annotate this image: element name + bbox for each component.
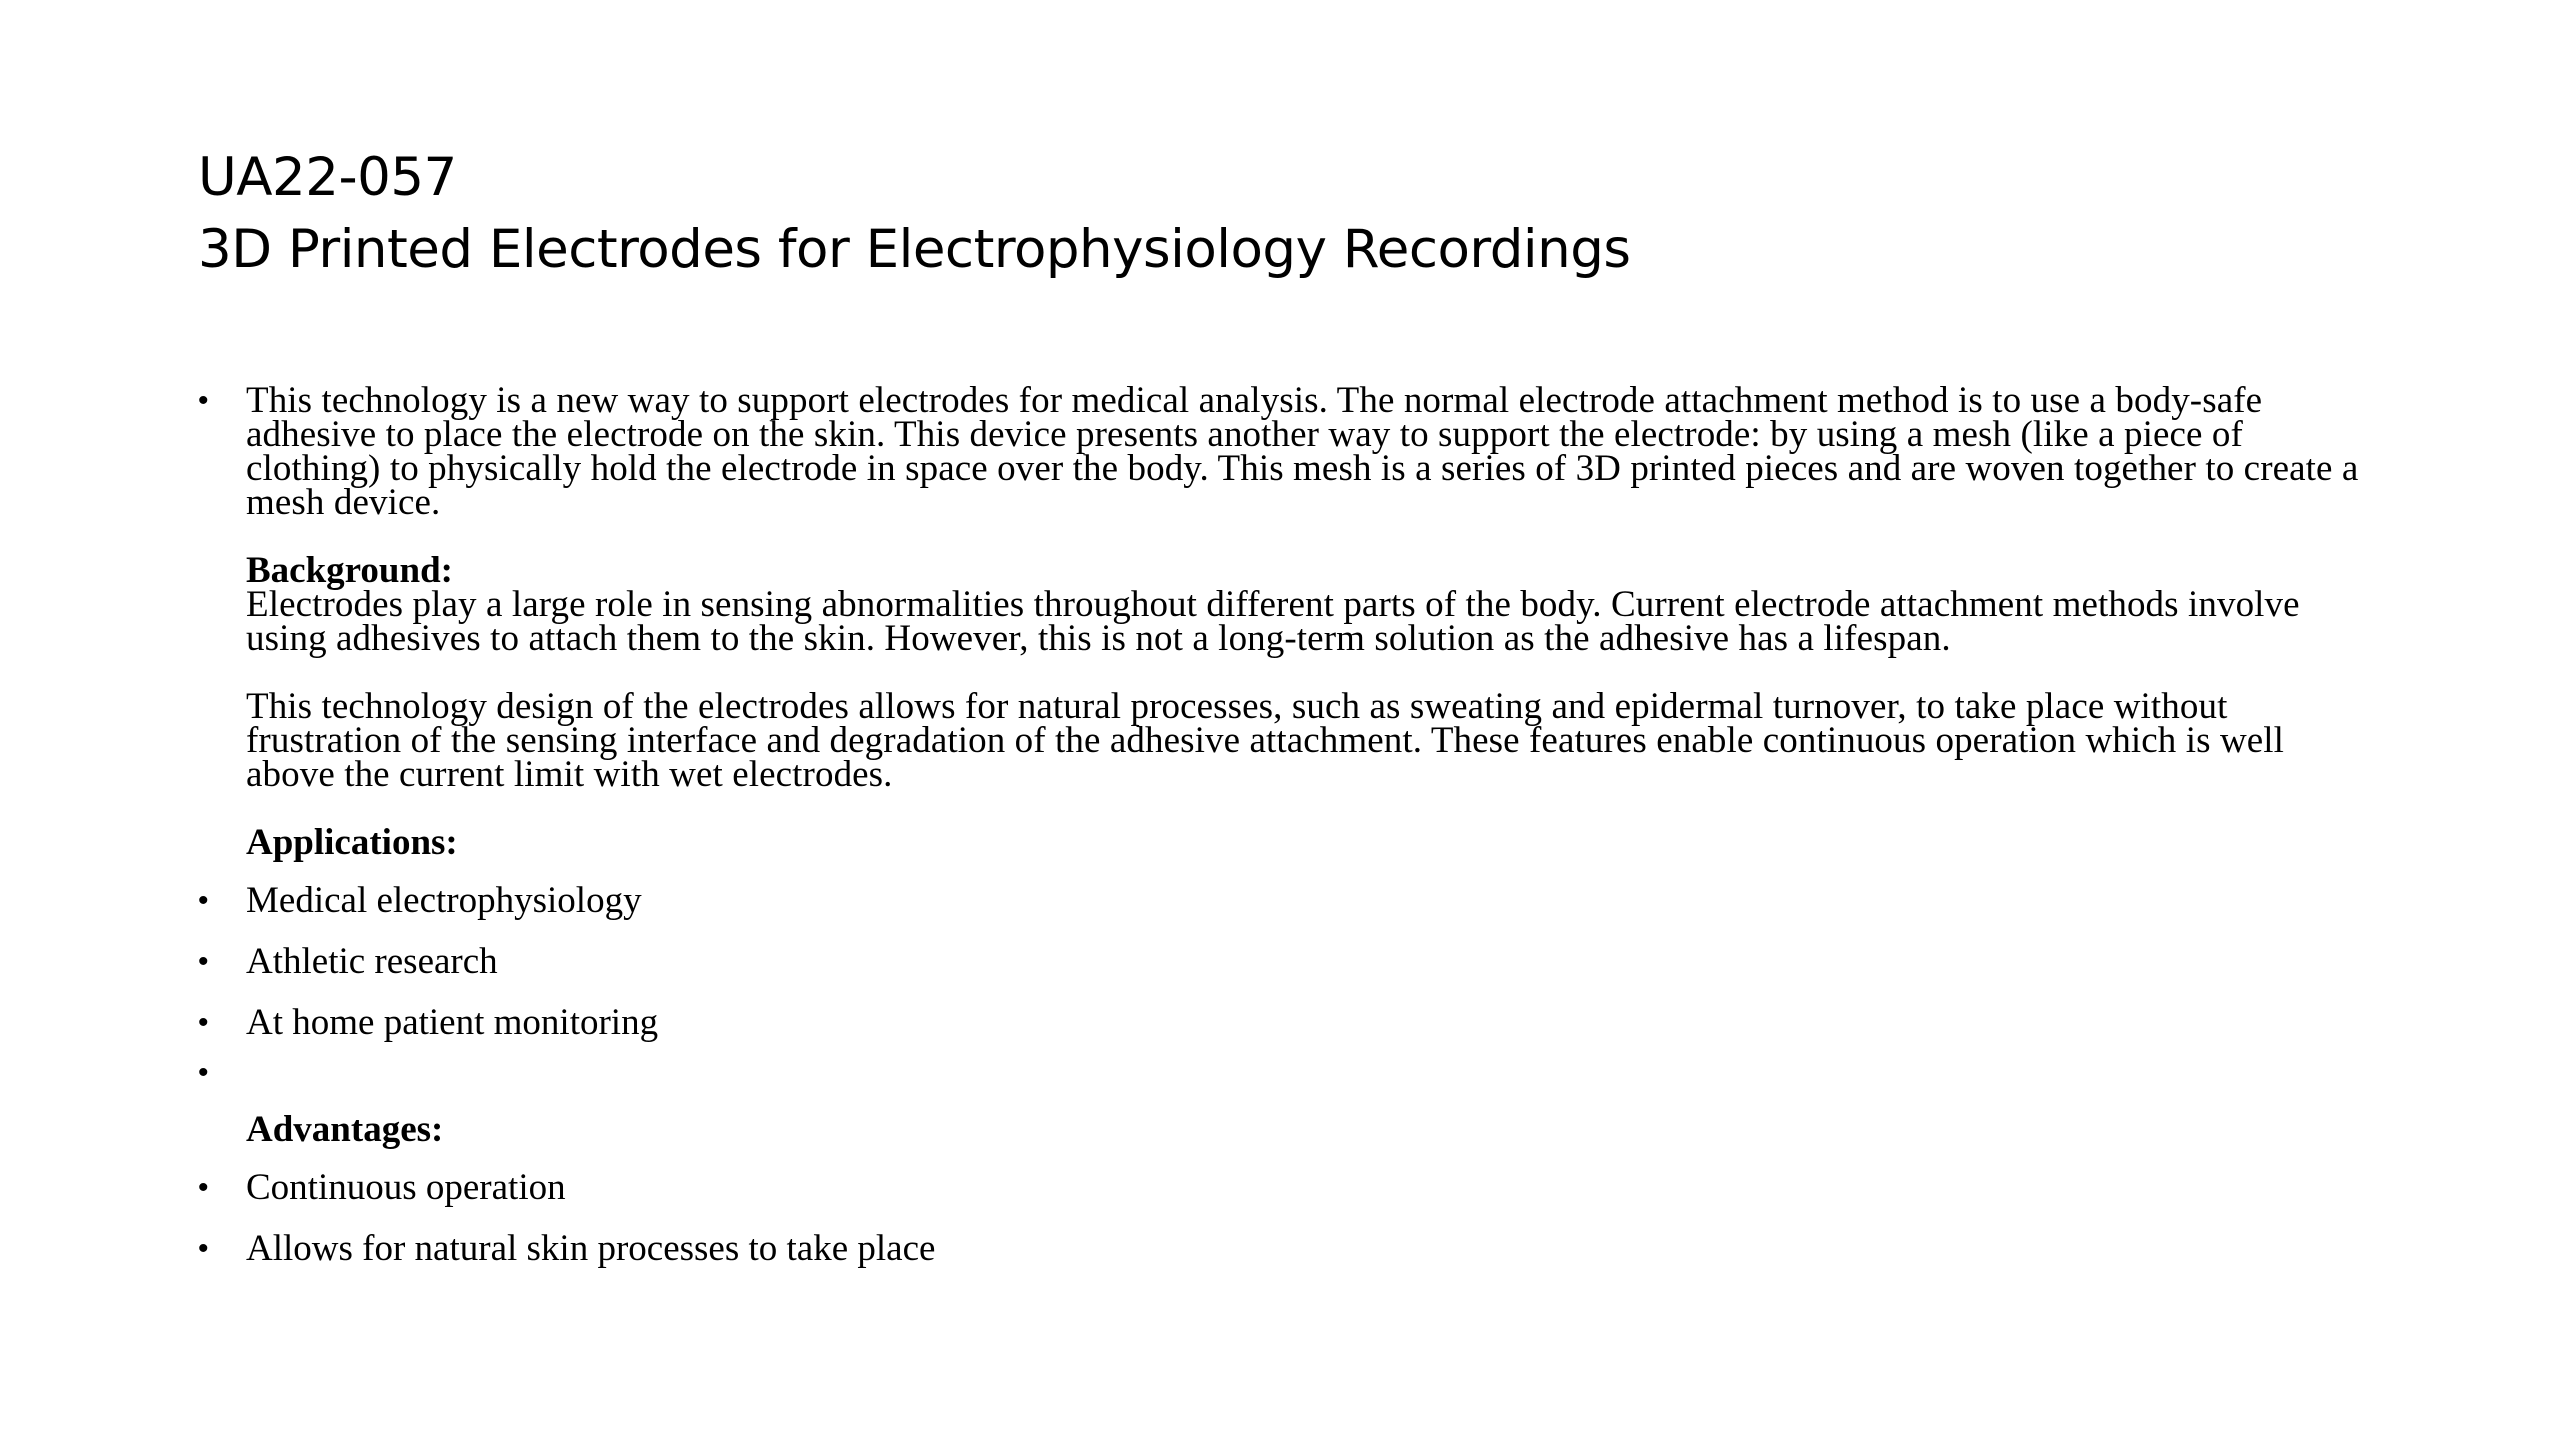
list-item — [198, 870, 2378, 931]
list-item — [198, 992, 2378, 1053]
background-para-1: Electrodes play a large role in sensing abnormalities throughout different parts of the body. Current electrode attachment methods involve using adhesives to attach them to the skin. However, this is not a long-term solution as the adhesive has a lifespan. — [246, 584, 2300, 659]
bullet-icon: • — [198, 1171, 209, 1204]
background-heading: Background: — [246, 550, 453, 591]
advantage-item: Allows for natural skin processes to take place — [246, 1228, 936, 1269]
advantages-heading: Advantages: — [246, 1109, 444, 1150]
bullet-icon: • — [198, 1232, 209, 1265]
list-item-empty — [198, 1053, 2378, 1093]
intro-bullet — [198, 380, 2378, 863]
title-name: 3D Printed Electrodes for Electrophysiology Recordings — [198, 219, 1631, 280]
advantage-item: Continuous operation — [246, 1167, 566, 1208]
list-item — [198, 1157, 2378, 1218]
bullet-icon: • — [198, 1056, 209, 1089]
intro-text: This technology is a new way to support electrodes for medical analysis. The normal electrode attachment method is to use a body-safe adhesive to place the electrode on the skin. This device presents another way to support the electrode: by using a mesh (like a piece of clothing) to physically hold the electrode in space over the body. This mesh is a series of 3D printed pieces and are woven together to create a mesh device. — [246, 380, 2359, 523]
application-item: Medical electrophysiology — [246, 880, 642, 921]
background-para-2: This technology design of the electrodes allows for natural processes, such as sweating and epidermal turnover, to take place without frustration of the sensing interface and degradation of the adhesive attachment. These features enable continuous operation which is well above the current limit with wet electrodes. — [246, 686, 2285, 795]
list-item — [198, 931, 2378, 992]
list-item — [198, 1218, 2378, 1279]
bullet-icon: • — [198, 945, 209, 978]
application-item: Athletic research — [246, 941, 498, 982]
application-item: At home patient monitoring — [246, 1002, 659, 1043]
title-id: UA22-057 — [198, 147, 457, 208]
applications-heading: Applications: — [246, 822, 458, 863]
slide-title — [198, 142, 1630, 286]
bullet-icon: • — [198, 384, 209, 417]
bullet-icon: • — [198, 884, 209, 917]
slide-body — [198, 380, 2378, 1279]
bullet-icon: • — [198, 1006, 209, 1039]
advantages-heading-row — [198, 1093, 2378, 1157]
